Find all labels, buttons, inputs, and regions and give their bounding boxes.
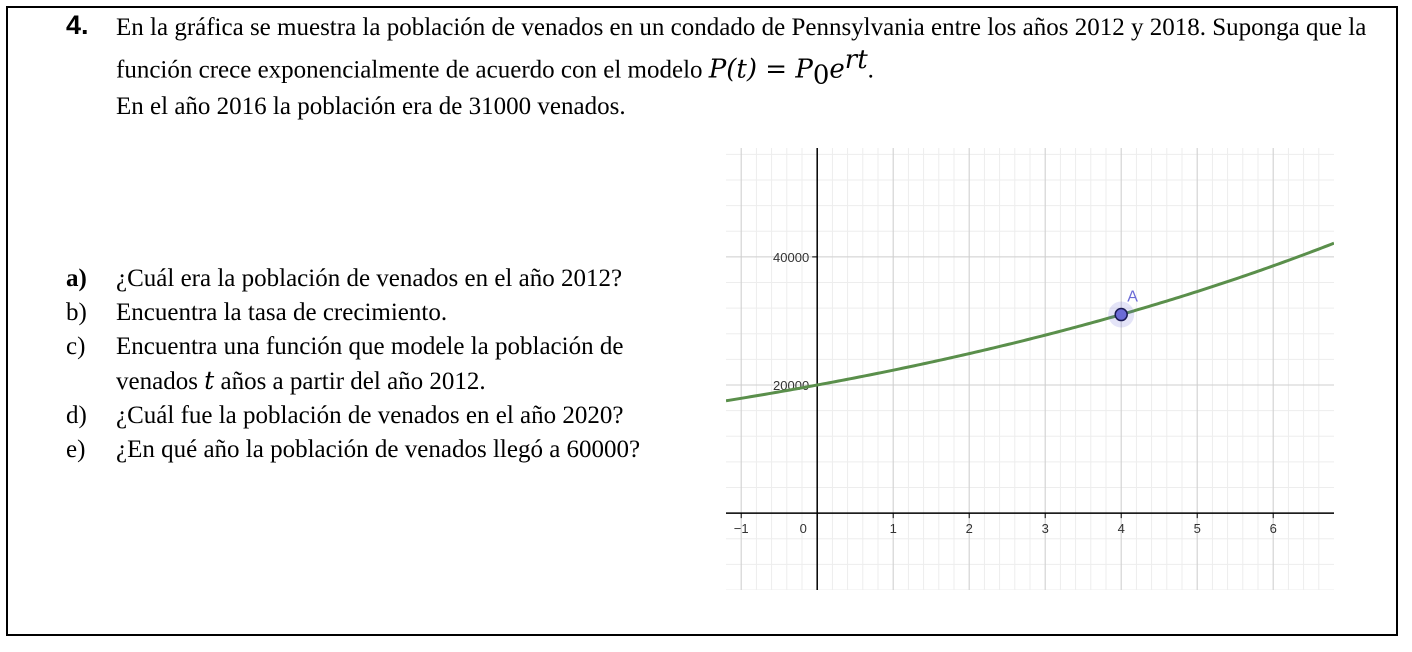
subquestion-b [66, 296, 686, 330]
x-tick-label: 5 [1193, 521, 1201, 537]
subquestion-text-post: años a partir del año 2012. [214, 368, 486, 395]
subquestion-text-pre: Encuentra una función que modele la población de venados [116, 333, 624, 395]
x-tick-label: 2 [965, 521, 973, 537]
subquestion-c [66, 330, 686, 399]
subquestion-text [116, 330, 686, 399]
problem-intro [116, 12, 1386, 123]
x-tick-label: 4 [1117, 521, 1125, 537]
point-a-label: A [1127, 288, 1138, 306]
x-tick-label: 0 [799, 521, 807, 537]
population-graph [726, 148, 1334, 590]
subquestion-label: a) [66, 265, 87, 292]
x-tick-label: 3 [1041, 521, 1049, 537]
model-e: e [829, 54, 845, 85]
model-subscript: 0 [812, 60, 830, 91]
intro-fact: En el año 2016 la población era de 31000 venados. [116, 93, 626, 121]
model-exponent: rt [844, 45, 868, 75]
subquestion-text: Encuentra la tasa de crecimiento. [116, 299, 448, 326]
subquestion-list [66, 262, 686, 467]
variable-t: t [204, 366, 215, 395]
model-equals: = [757, 54, 796, 85]
x-tick-label: −1 [733, 521, 749, 537]
intro-text: En la gráfica se muestra la población de venados en un condado de Pennsylvania entre los años 2012 y 2018. Suponga que la función crece exponencialmente de acuerdo con el modelo [116, 14, 1367, 84]
subquestion-label: c) [66, 333, 86, 360]
point-a [1115, 309, 1127, 321]
subquestion-text: ¿Cuál era la población de venados en el año 2012? [116, 265, 623, 292]
subquestion-text: ¿En qué año la población de venados llegó a 60000? [116, 436, 641, 463]
model-lhs: P(t) [708, 54, 758, 85]
model-p: P [795, 54, 813, 85]
subquestion-label: e) [66, 436, 86, 463]
y-tick-label: 20000 [773, 378, 810, 394]
x-tick-label: 6 [1269, 521, 1277, 537]
y-tick-label: 40000 [773, 249, 810, 265]
intro-period: . [867, 56, 874, 84]
subquestion-text: ¿Cuál fue la población de venados en el año 2020? [116, 402, 624, 429]
subquestion-d [66, 399, 686, 433]
subquestion-a [66, 262, 686, 296]
subquestion-label: b) [66, 299, 87, 326]
x-tick-label: 1 [889, 521, 897, 537]
subquestion-e [66, 433, 686, 467]
subquestion-label: d) [66, 402, 87, 429]
problem-number: 4. [66, 10, 89, 40]
